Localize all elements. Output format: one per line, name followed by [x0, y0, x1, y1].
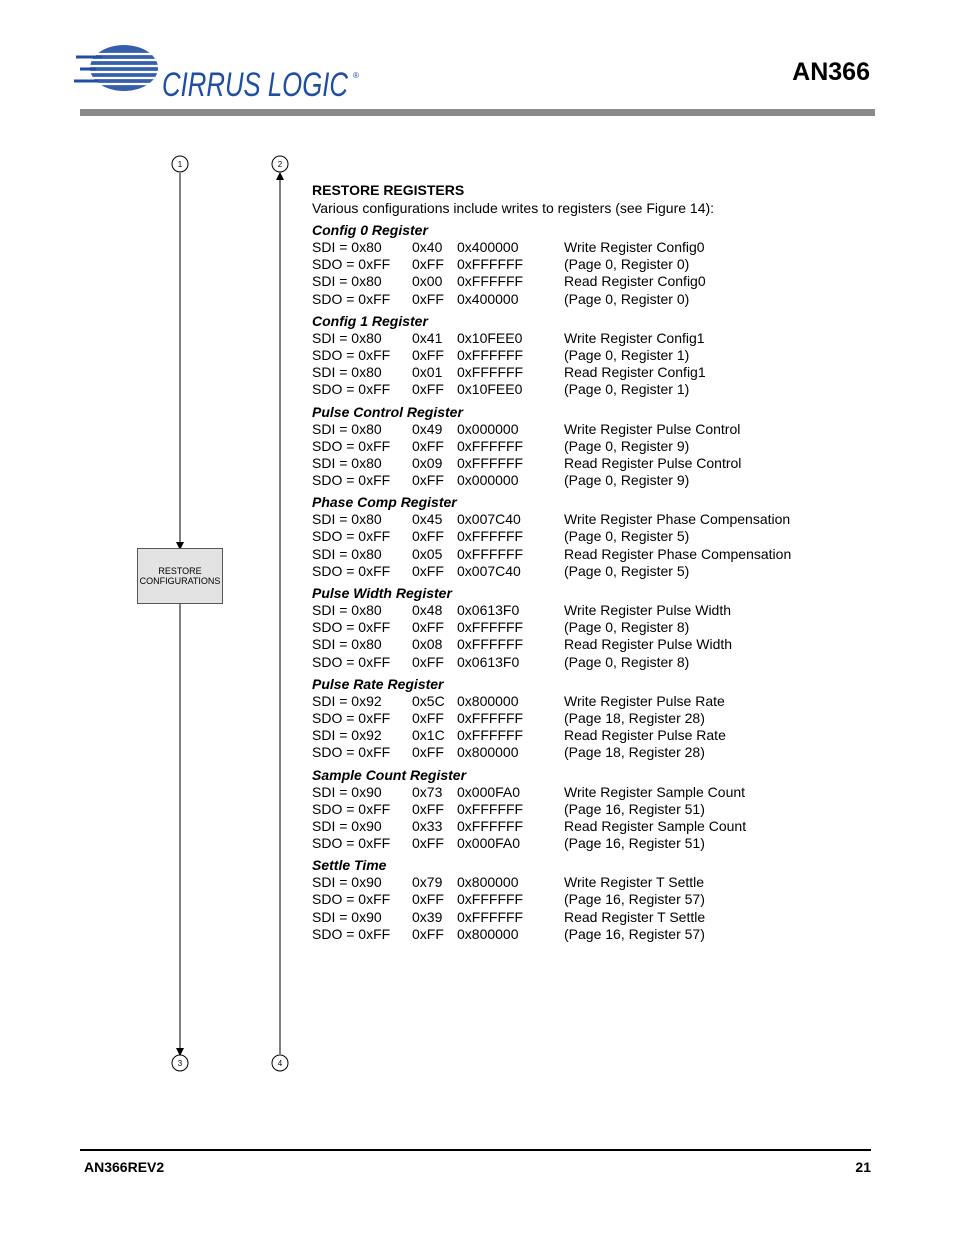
- data-value: 0x800000: [457, 744, 519, 761]
- data-value: 0x000FA0: [457, 783, 521, 800]
- command-byte: 0xFF: [412, 653, 444, 670]
- data-value: 0x800000: [457, 874, 519, 891]
- register-section-title: Pulse Control Register: [312, 403, 463, 420]
- footer-doc-id: AN366REV2: [84, 1159, 165, 1175]
- register-section-title: Config 1 Register: [312, 312, 428, 329]
- footer-rule: [80, 1149, 871, 1151]
- description: (Page 0, Register 1): [564, 381, 690, 398]
- register-row: [312, 926, 872, 943]
- register-section: [312, 856, 872, 943]
- line-signal: SDO = 0xFF: [312, 290, 391, 307]
- description: (Page 0, Register 5): [564, 528, 690, 545]
- description: Write Register Phase Compensation: [564, 511, 791, 528]
- description: (Page 0, Register 8): [564, 619, 690, 636]
- register-row: [312, 784, 872, 801]
- line-signal: SDO = 0xFF: [312, 562, 391, 579]
- register-row: [312, 818, 872, 835]
- command-byte: 0xFF: [412, 562, 444, 579]
- line-signal: SDI = 0x90: [312, 817, 382, 834]
- line-signal: SDO = 0xFF: [312, 472, 391, 489]
- register-row: [312, 330, 872, 347]
- line-signal: SDO = 0xFF: [312, 346, 391, 363]
- description: Read Register Phase Compensation: [564, 545, 792, 562]
- register-row: [312, 239, 872, 256]
- command-byte: 0xFF: [412, 835, 444, 852]
- data-value: 0xFFFFFF: [457, 256, 524, 273]
- data-value: 0xFFFFFF: [457, 346, 524, 363]
- description: (Page 16, Register 51): [564, 800, 705, 817]
- data-value: 0xFFFFFF: [457, 817, 524, 834]
- register-section: [312, 403, 872, 490]
- line-signal: SDI = 0x80: [312, 636, 382, 653]
- command-byte: 0x39: [412, 908, 443, 925]
- command-byte: 0x00: [412, 273, 443, 290]
- line-signal: SDO = 0xFF: [312, 653, 391, 670]
- command-byte: 0xFF: [412, 256, 444, 273]
- register-row: [312, 364, 872, 381]
- register-section-title: Pulse Width Register: [312, 585, 452, 601]
- command-byte: 0x05: [412, 545, 443, 562]
- register-row: [312, 744, 872, 761]
- section-heading: RESTORE REGISTERS: [312, 182, 465, 198]
- register-listing: [312, 181, 872, 943]
- connector-2: [272, 156, 288, 172]
- register-row: [312, 619, 872, 636]
- data-value: 0xFFFFFF: [457, 437, 524, 454]
- line-signal: SDI = 0x92: [312, 692, 382, 709]
- register-row: [312, 654, 872, 671]
- register-row: [312, 528, 872, 545]
- line-signal: SDO = 0xFF: [312, 891, 391, 908]
- command-byte: 0x5C: [412, 692, 445, 709]
- command-byte: 0xFF: [412, 891, 444, 908]
- line-signal: SDO = 0xFF: [312, 800, 391, 817]
- line-signal: SDO = 0xFF: [312, 256, 391, 273]
- command-byte: 0x09: [412, 454, 443, 471]
- line-signal: SDI = 0x80: [312, 545, 382, 562]
- command-byte: 0x48: [412, 602, 443, 618]
- command-byte: 0xFF: [412, 619, 444, 636]
- line-signal: SDO = 0xFF: [312, 744, 391, 761]
- description: Write Register T Settle: [564, 874, 705, 891]
- register-section: [312, 766, 872, 853]
- register-row: [312, 511, 872, 528]
- description: (Page 0, Register 0): [564, 290, 690, 307]
- data-value: 0x0613F0: [457, 602, 520, 618]
- register-row: [312, 563, 872, 580]
- register-section-title: Phase Comp Register: [312, 494, 457, 511]
- command-byte: 0xFF: [412, 437, 444, 454]
- description: Read Register Pulse Control: [564, 454, 742, 471]
- data-value: 0xFFFFFF: [457, 800, 524, 817]
- description: Write Register Config0: [564, 239, 705, 255]
- register-row: [312, 455, 872, 472]
- command-byte: 0x08: [412, 636, 443, 653]
- command-byte: 0x45: [412, 511, 443, 528]
- connector-1: [172, 156, 188, 172]
- data-value: 0xFFFFFF: [457, 364, 524, 381]
- register-row: [312, 710, 872, 727]
- register-row: [312, 891, 872, 908]
- connector-label: 4: [277, 1059, 283, 1068]
- data-value: 0xFFFFFF: [457, 727, 524, 744]
- register-row: [312, 347, 872, 364]
- command-byte: 0xFF: [412, 381, 444, 398]
- description: (Page 0, Register 5): [564, 562, 690, 579]
- data-value: 0xFFFFFF: [457, 545, 524, 562]
- command-byte: 0x73: [412, 783, 443, 800]
- command-byte: 0x41: [412, 329, 443, 346]
- command-byte: 0xFF: [412, 744, 444, 761]
- register-row: [312, 381, 872, 398]
- command-byte: 0xFF: [412, 800, 444, 817]
- line-signal: SDI = 0x80: [312, 329, 382, 346]
- box-label-line: CONFIGURATIONS: [139, 576, 221, 586]
- register-row: [312, 273, 872, 290]
- data-value: 0xFFFFFF: [457, 709, 524, 726]
- page-number: 21: [855, 1159, 871, 1175]
- data-value: 0x000FA0: [457, 835, 521, 852]
- data-value: 0x10FEE0: [457, 381, 523, 398]
- line-signal: SDO = 0xFF: [312, 709, 391, 726]
- register-row: [312, 801, 872, 818]
- connector-label: 1: [177, 160, 183, 169]
- register-row: [312, 874, 872, 891]
- register-sections: [312, 221, 872, 943]
- register-section-title: Settle Time: [312, 857, 387, 874]
- description: Read Register T Settle: [564, 908, 706, 925]
- register-section: [312, 493, 872, 580]
- data-value: 0x400000: [457, 290, 519, 307]
- register-section: [312, 675, 872, 762]
- data-value: 0xFFFFFF: [457, 454, 524, 471]
- register-row: [312, 421, 872, 438]
- description: (Page 18, Register 28): [564, 709, 705, 726]
- line-signal: SDO = 0xFF: [312, 619, 391, 636]
- line-signal: SDO = 0xFF: [312, 437, 391, 454]
- command-byte: 0x49: [412, 420, 443, 437]
- description: Write Register Config1: [564, 329, 705, 346]
- line-signal: SDI = 0x80: [312, 511, 382, 528]
- register-row: [312, 256, 872, 273]
- description: Read Register Pulse Rate: [564, 727, 726, 744]
- line-signal: SDO = 0xFF: [312, 381, 391, 398]
- description: (Page 0, Register 0): [564, 256, 690, 273]
- register-row: [312, 291, 872, 308]
- description: (Page 0, Register 8): [564, 653, 690, 670]
- data-value: 0x007C40: [457, 562, 521, 579]
- data-value: 0xFFFFFF: [457, 528, 524, 545]
- intro-text: Various configurations include writes to registers (see Figure 14):: [312, 200, 715, 216]
- line-signal: SDI = 0x90: [312, 874, 382, 891]
- line-signal: SDO = 0xFF: [312, 835, 391, 852]
- data-value: 0x800000: [457, 925, 519, 942]
- svg-text:®: ®: [353, 71, 359, 80]
- logo-wordmark: CIRRUS LOGIC: [162, 66, 349, 104]
- document-title: AN366: [792, 58, 870, 86]
- register-row: [312, 438, 872, 455]
- description: Write Register Sample Count: [564, 783, 746, 800]
- connector-label: 2: [277, 160, 283, 169]
- line-signal: SDI = 0x80: [312, 420, 382, 437]
- data-value: 0x0613F0: [457, 653, 520, 670]
- register-section-title: Config 0 Register: [312, 222, 428, 238]
- register-section-title: Pulse Rate Register: [312, 675, 444, 692]
- connector-label: 3: [177, 1059, 183, 1068]
- line-signal: SDI = 0x80: [312, 454, 382, 471]
- line-signal: SDO = 0xFF: [312, 528, 391, 545]
- command-byte: 0xFF: [412, 709, 444, 726]
- line-signal: SDO = 0xFF: [312, 925, 391, 942]
- restore-configurations-box: [137, 548, 223, 604]
- line-signal: SDI = 0x80: [312, 239, 382, 255]
- description: (Page 16, Register 57): [564, 925, 705, 942]
- description: Write Register Pulse Control: [564, 420, 741, 437]
- register-section: [312, 584, 872, 671]
- data-value: 0x000000: [457, 420, 519, 437]
- line-signal: SDI = 0x80: [312, 602, 382, 618]
- line-signal: SDI = 0x90: [312, 783, 382, 800]
- description: Write Register Pulse Rate: [564, 692, 725, 709]
- register-row: [312, 546, 872, 563]
- register-section-title: Sample Count Register: [312, 766, 467, 783]
- command-byte: 0x40: [412, 239, 443, 255]
- description: (Page 18, Register 28): [564, 744, 705, 761]
- box-label-line: RESTORE: [158, 566, 202, 576]
- line-signal: SDI = 0x92: [312, 727, 382, 744]
- command-byte: 0x33: [412, 817, 443, 834]
- data-value: 0xFFFFFF: [457, 619, 524, 636]
- line-signal: SDI = 0x80: [312, 364, 382, 381]
- register-section: [312, 312, 872, 399]
- description: (Page 16, Register 57): [564, 891, 705, 908]
- command-byte: 0xFF: [412, 346, 444, 363]
- register-row: [312, 727, 872, 744]
- data-value: 0xFFFFFF: [457, 273, 524, 290]
- line-signal: SDI = 0x80: [312, 273, 382, 290]
- command-byte: 0x79: [412, 874, 443, 891]
- register-row: [312, 835, 872, 852]
- register-row: [312, 693, 872, 710]
- register-row: [312, 636, 872, 653]
- connector-3: [172, 1055, 188, 1071]
- data-value: 0xFFFFFF: [457, 636, 524, 653]
- register-row: [312, 472, 872, 489]
- command-byte: 0x01: [412, 364, 443, 381]
- register-row: [312, 909, 872, 926]
- data-value: 0x400000: [457, 239, 519, 255]
- description: Write Register Pulse Width: [564, 602, 732, 618]
- connector-4: [272, 1055, 288, 1071]
- command-byte: 0xFF: [412, 528, 444, 545]
- description: (Page 0, Register 9): [564, 472, 690, 489]
- register-row: [312, 602, 872, 619]
- description: Read Register Pulse Width: [564, 636, 733, 653]
- command-byte: 0xFF: [412, 290, 444, 307]
- data-value: 0xFFFFFF: [457, 908, 524, 925]
- command-byte: 0xFF: [412, 472, 444, 489]
- data-value: 0x10FEE0: [457, 329, 523, 346]
- description: (Page 0, Register 9): [564, 437, 690, 454]
- description: Read Register Config1: [564, 364, 706, 381]
- data-value: 0x000000: [457, 472, 519, 489]
- command-byte: 0x1C: [412, 727, 445, 744]
- description: Read Register Config0: [564, 273, 706, 290]
- description: Read Register Sample Count: [564, 817, 747, 834]
- description: (Page 0, Register 1): [564, 346, 690, 363]
- register-section: [312, 221, 872, 308]
- data-value: 0x007C40: [457, 511, 521, 528]
- command-byte: 0xFF: [412, 925, 444, 942]
- line-signal: SDI = 0x90: [312, 908, 382, 925]
- description: (Page 16, Register 51): [564, 835, 705, 852]
- data-value: 0x800000: [457, 692, 519, 709]
- data-value: 0xFFFFFF: [457, 891, 524, 908]
